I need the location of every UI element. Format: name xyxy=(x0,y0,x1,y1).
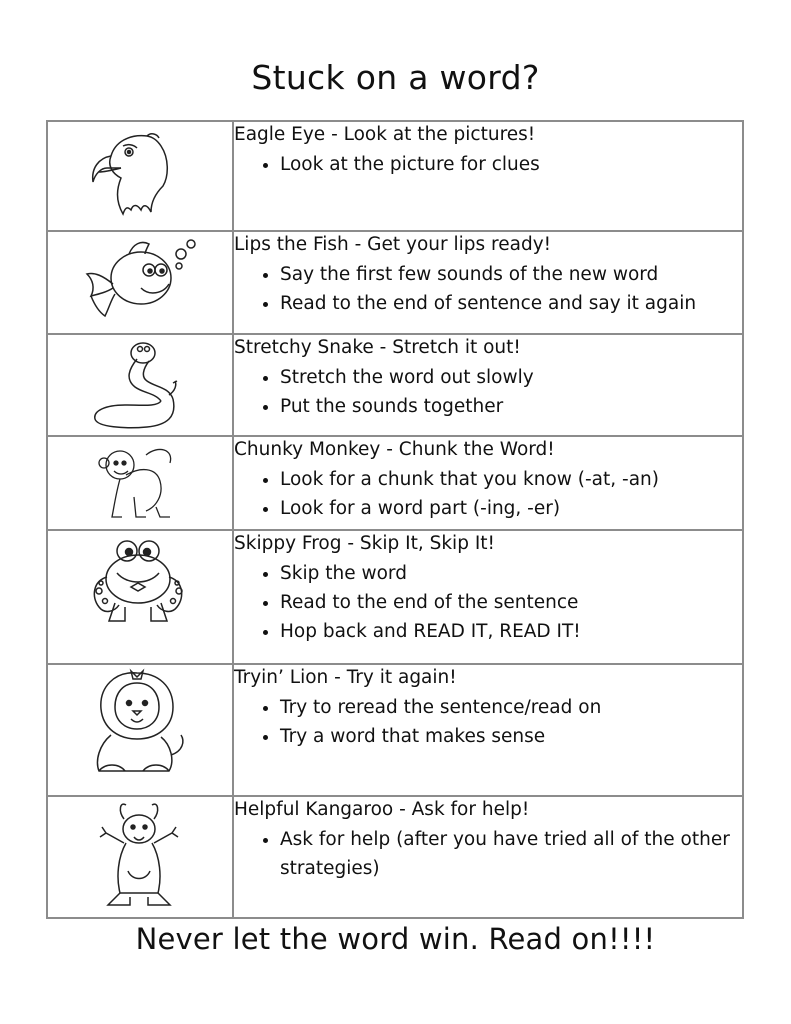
kangaroo-picture-cell xyxy=(47,796,233,918)
tip-item: • Hop back and READ IT, READ IT! xyxy=(280,617,742,646)
tip-item: • Read to the end of sentence and say it again xyxy=(280,289,742,318)
monkey-picture-cell xyxy=(47,436,233,530)
strategy-heading: Skippy Frog - Skip It, Skip It! xyxy=(234,533,495,554)
tip-item: • Look for a chunk that you know (-at, -an) xyxy=(280,465,742,494)
tip-list xyxy=(234,559,742,646)
strategy-row-monkey xyxy=(47,436,743,530)
kangaroo-text-cell xyxy=(233,796,743,918)
tip-item: • Look at the picture for clues xyxy=(280,150,742,179)
tip-item: • Read to the end of the sentence xyxy=(280,588,742,617)
strategy-row-snake xyxy=(47,334,743,436)
lion-text-cell xyxy=(233,664,743,796)
snake-picture-cell xyxy=(47,334,233,436)
strategy-heading: Eagle Eye - Look at the pictures! xyxy=(234,124,536,145)
strategy-row-fish xyxy=(47,231,743,334)
frog-text-cell xyxy=(233,530,743,664)
tip-list xyxy=(234,693,742,751)
strategy-row-frog xyxy=(47,530,743,664)
monkey-text-cell xyxy=(233,436,743,530)
tip-item: • Skip the word xyxy=(280,559,742,588)
monkey-icon xyxy=(90,437,190,527)
tip-item: • Stretch the word out slowly xyxy=(280,363,742,392)
tip-item: • Try a word that makes sense xyxy=(280,722,742,751)
frog-picture-cell xyxy=(47,530,233,664)
fish-icon xyxy=(75,232,205,330)
strategy-heading: Stretchy Snake - Stretch it out! xyxy=(234,337,521,358)
lion-picture-cell xyxy=(47,664,233,796)
strategy-row-lion xyxy=(47,664,743,796)
strategy-heading: Helpful Kangaroo - Ask for help! xyxy=(234,799,530,820)
tip-list xyxy=(234,363,742,421)
strategy-row-eagle xyxy=(47,121,743,231)
kangaroo-icon xyxy=(90,797,190,913)
tip-item: • Look for a word part (-ing, -er) xyxy=(280,494,742,523)
tip-list xyxy=(234,260,742,318)
tip-list xyxy=(234,150,742,179)
snake-text-cell xyxy=(233,334,743,436)
footer-message: Never let the word win. Read on!!!! xyxy=(135,922,656,956)
tip-list xyxy=(234,465,742,523)
eagle-text-cell xyxy=(233,121,743,231)
tip-item: • Say the first few sounds of the new word xyxy=(280,260,742,289)
strategy-heading: Lips the Fish - Get your lips ready! xyxy=(234,234,552,255)
tip-item: • Ask for help (after you have tried all of the other strategies) xyxy=(280,825,742,883)
strategies-table xyxy=(46,120,744,919)
lion-icon xyxy=(85,665,195,785)
strategy-row-kangaroo xyxy=(47,796,743,918)
fish-picture-cell xyxy=(47,231,233,334)
tip-item: • Try to reread the sentence/read on xyxy=(280,693,742,722)
frog-icon xyxy=(85,531,195,631)
page-title: Stuck on a word? xyxy=(251,58,540,97)
fish-text-cell xyxy=(233,231,743,334)
tip-item: • Put the sounds together xyxy=(280,392,742,421)
strategy-heading: Chunky Monkey - Chunk the Word! xyxy=(234,439,555,460)
tip-list xyxy=(234,825,742,883)
eagle-icon xyxy=(85,122,195,226)
eagle-picture-cell xyxy=(47,121,233,231)
strategy-heading: Tryin’ Lion - Try it again! xyxy=(234,667,457,688)
snake-icon xyxy=(85,335,195,431)
